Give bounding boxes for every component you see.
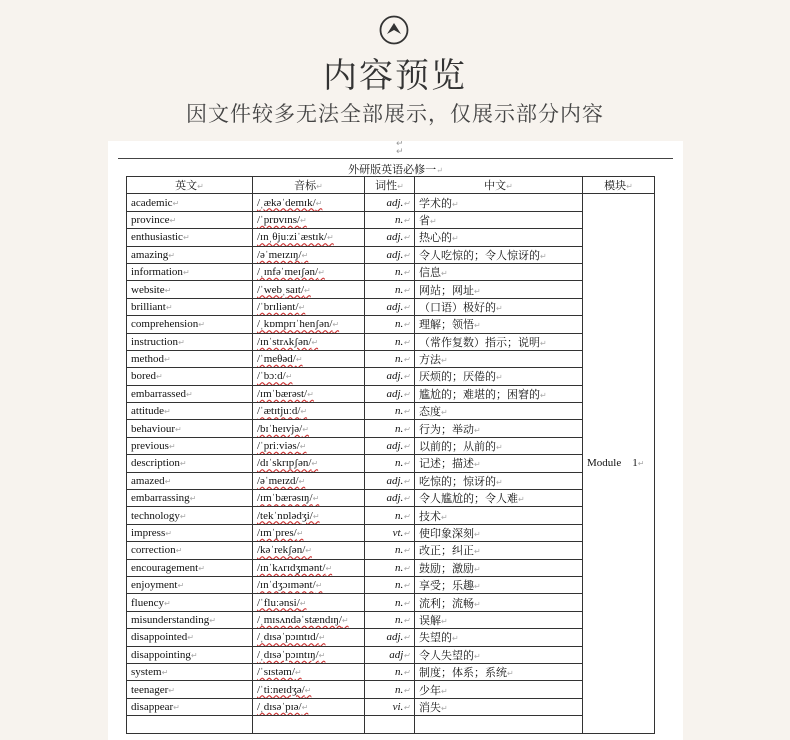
meaning-cell: 网站；网址↵ bbox=[415, 281, 583, 298]
pos-cell: n.↵ bbox=[365, 420, 415, 437]
table-row bbox=[127, 629, 655, 646]
pos-cell: n.↵ bbox=[365, 663, 415, 680]
table-row bbox=[127, 333, 655, 350]
meaning-cell: 学术的↵ bbox=[415, 194, 583, 211]
table-row bbox=[127, 211, 655, 228]
word-cell: amazing↵ bbox=[127, 246, 253, 263]
paragraph-mark-icon: ↵ bbox=[396, 141, 404, 149]
phonetic-cell: /tekˈnɒlədʒi/↵ bbox=[253, 507, 365, 524]
phonetic-cell: /ɪmˈpres/↵ bbox=[253, 524, 365, 541]
meaning-cell: （常作复数）指示；说明↵ bbox=[415, 333, 583, 350]
table-row bbox=[127, 559, 655, 576]
table-header-row bbox=[127, 177, 655, 194]
table-row bbox=[127, 681, 655, 698]
word-cell: province↵ bbox=[127, 211, 253, 228]
phonetic-cell: /kəˈrekʃən/↵ bbox=[253, 542, 365, 559]
pos-cell: n.↵ bbox=[365, 576, 415, 593]
phonetic-cell: /ˈfluːənsi/↵ bbox=[253, 594, 365, 611]
phonetic-cell: /əˈmeɪzɪŋ/↵ bbox=[253, 246, 365, 263]
column-header-chinese: 中文↵ bbox=[415, 177, 583, 194]
table-row bbox=[127, 576, 655, 593]
empty-cell bbox=[415, 716, 583, 733]
meaning-cell: 消失↵ bbox=[415, 698, 583, 715]
phonetic-cell: /ˈsɪstəm/↵ bbox=[253, 663, 365, 680]
empty-cell bbox=[127, 716, 253, 733]
table-row bbox=[127, 229, 655, 246]
meaning-cell: 流利；流畅↵ bbox=[415, 594, 583, 611]
word-cell: embarrassed↵ bbox=[127, 385, 253, 402]
pos-cell: n.↵ bbox=[365, 507, 415, 524]
table-row bbox=[127, 455, 655, 472]
pos-cell: n.↵ bbox=[365, 333, 415, 350]
meaning-cell: 令人尴尬的；令人难↵ bbox=[415, 490, 583, 507]
pos-cell: adj.↵ bbox=[365, 490, 415, 507]
column-header-phonetic: 音标↵ bbox=[253, 177, 365, 194]
phonetic-cell: /ɪnˈkʌrɪdʒmənt/↵ bbox=[253, 559, 365, 576]
meaning-cell: 态度↵ bbox=[415, 403, 583, 420]
column-header-english: 英文↵ bbox=[127, 177, 253, 194]
word-cell: brilliant↵ bbox=[127, 298, 253, 315]
word-cell: instruction↵ bbox=[127, 333, 253, 350]
meaning-cell: 改正；纠正↵ bbox=[415, 542, 583, 559]
word-cell: description↵ bbox=[127, 455, 253, 472]
meaning-cell: 吃惊的；惊讶的↵ bbox=[415, 472, 583, 489]
meaning-cell: 使印象深刻↵ bbox=[415, 524, 583, 541]
table-row bbox=[127, 437, 655, 454]
pos-cell: n.↵ bbox=[365, 542, 415, 559]
pos-cell: n.↵ bbox=[365, 263, 415, 280]
meaning-cell: 省↵ bbox=[415, 211, 583, 228]
word-cell: disappear↵ bbox=[127, 698, 253, 715]
meaning-cell: 令人失望的↵ bbox=[415, 646, 583, 663]
pos-cell: vi.↵ bbox=[365, 698, 415, 715]
phonetic-cell: /ˌdɪsəˈpɔɪntɪŋ/↵ bbox=[253, 646, 365, 663]
chevron-up-circle-icon bbox=[379, 15, 409, 45]
table-row bbox=[127, 385, 655, 402]
column-header-pos: 词性↵ bbox=[365, 177, 415, 194]
phonetic-cell: /ˌɪnfəˈmeɪʃən/↵ bbox=[253, 263, 365, 280]
table-row bbox=[127, 316, 655, 333]
pos-cell: n.↵ bbox=[365, 594, 415, 611]
word-cell: website↵ bbox=[127, 281, 253, 298]
word-cell: misunderstanding↵ bbox=[127, 611, 253, 628]
pos-cell: adj.↵ bbox=[365, 194, 415, 211]
meaning-cell: 方法↵ bbox=[415, 350, 583, 367]
phonetic-cell: /dɪˈskrɪpʃən/↵ bbox=[253, 455, 365, 472]
table-row bbox=[127, 420, 655, 437]
word-cell: correction↵ bbox=[127, 542, 253, 559]
pos-cell: adj.↵ bbox=[365, 246, 415, 263]
meaning-cell: 以前的；从前的↵ bbox=[415, 437, 583, 454]
table-row bbox=[127, 403, 655, 420]
table-row bbox=[127, 281, 655, 298]
meaning-cell: 技术↵ bbox=[415, 507, 583, 524]
word-cell: impress↵ bbox=[127, 524, 253, 541]
word-cell: bored↵ bbox=[127, 368, 253, 385]
phonetic-cell: /ˈpriːviəs/↵ bbox=[253, 437, 365, 454]
word-cell: amazed↵ bbox=[127, 472, 253, 489]
table-row bbox=[127, 246, 655, 263]
word-cell: academic↵ bbox=[127, 194, 253, 211]
pos-cell: n.↵ bbox=[365, 403, 415, 420]
phonetic-cell: /ˈætɪtjuːd/↵ bbox=[253, 403, 365, 420]
table-row bbox=[127, 524, 655, 541]
meaning-cell: 失望的↵ bbox=[415, 629, 583, 646]
word-cell: embarrassing↵ bbox=[127, 490, 253, 507]
table-row bbox=[127, 490, 655, 507]
word-cell: comprehension↵ bbox=[127, 316, 253, 333]
empty-cell bbox=[253, 716, 365, 733]
word-cell: encouragement↵ bbox=[127, 559, 253, 576]
phonetic-cell: /ɪnˌθjuːziˈæstɪk/↵ bbox=[253, 229, 365, 246]
document-title: 外研版英语必修一↵ bbox=[348, 163, 443, 176]
word-cell: enthusiastic↵ bbox=[127, 229, 253, 246]
pos-cell: n.↵ bbox=[365, 316, 415, 333]
page-subtitle: 因文件较多无法全部展示，仅展示部分内容 bbox=[186, 102, 604, 126]
phonetic-cell: /ɪmˈbærəsɪŋ/↵ bbox=[253, 490, 365, 507]
word-cell: attitude↵ bbox=[127, 403, 253, 420]
meaning-cell: 误解↵ bbox=[415, 611, 583, 628]
word-cell: previous↵ bbox=[127, 437, 253, 454]
phonetic-cell: /ˌmɪsʌndəˈstændɪŋ/↵ bbox=[253, 611, 365, 628]
pos-cell: n.↵ bbox=[365, 455, 415, 472]
phonetic-cell: /ˈbɔːd/↵ bbox=[253, 368, 365, 385]
pos-cell: n.↵ bbox=[365, 681, 415, 698]
word-cell: technology↵ bbox=[127, 507, 253, 524]
pos-cell: adj.↵ bbox=[365, 298, 415, 315]
pos-cell: n.↵ bbox=[365, 211, 415, 228]
document-preview bbox=[108, 141, 683, 740]
page-title: 内容预览 bbox=[323, 56, 467, 96]
phonetic-cell: /əˈmeɪzd/↵ bbox=[253, 472, 365, 489]
meaning-cell: 信息↵ bbox=[415, 263, 583, 280]
table-row bbox=[127, 194, 655, 211]
table-row bbox=[127, 263, 655, 280]
phonetic-cell: /ˌækəˈdemɪk/↵ bbox=[253, 194, 365, 211]
table-row bbox=[127, 611, 655, 628]
meaning-cell: 热心的↵ bbox=[415, 229, 583, 246]
meaning-cell: （口语）极好的↵ bbox=[415, 298, 583, 315]
pos-cell: n.↵ bbox=[365, 611, 415, 628]
phonetic-cell: /ˌkɒmprɪˈhenʃən/↵ bbox=[253, 316, 365, 333]
meaning-cell: 记述；描述↵ bbox=[415, 455, 583, 472]
word-cell: method↵ bbox=[127, 350, 253, 367]
table-row bbox=[127, 507, 655, 524]
meaning-cell: 令人吃惊的；令人惊讶的↵ bbox=[415, 246, 583, 263]
pos-cell: adj.↵ bbox=[365, 472, 415, 489]
pos-cell: n.↵ bbox=[365, 281, 415, 298]
pos-cell: adj.↵ bbox=[365, 368, 415, 385]
pos-cell: n.↵ bbox=[365, 559, 415, 576]
table-row bbox=[127, 368, 655, 385]
module-cell: Module 1↵ bbox=[583, 194, 655, 733]
word-cell: behaviour↵ bbox=[127, 420, 253, 437]
phonetic-cell: /bɪˈheɪvjə/↵ bbox=[253, 420, 365, 437]
meaning-cell: 制度；体系；系统↵ bbox=[415, 663, 583, 680]
meaning-cell: 行为；举动↵ bbox=[415, 420, 583, 437]
pos-cell: adj↵ bbox=[365, 646, 415, 663]
table-row bbox=[127, 698, 655, 715]
table-row bbox=[127, 472, 655, 489]
vocabulary-table bbox=[126, 176, 655, 734]
pos-cell: adj.↵ bbox=[365, 437, 415, 454]
table-row bbox=[127, 646, 655, 663]
vocabulary-body bbox=[127, 194, 655, 733]
meaning-cell: 厌烦的；厌倦的↵ bbox=[415, 368, 583, 385]
word-cell: system↵ bbox=[127, 663, 253, 680]
word-cell: enjoyment↵ bbox=[127, 576, 253, 593]
word-cell: disappointed↵ bbox=[127, 629, 253, 646]
phonetic-cell: /ɪnˈdʒɔɪmənt/↵ bbox=[253, 576, 365, 593]
phonetic-cell: /ɪmˈbærəst/↵ bbox=[253, 385, 365, 402]
meaning-cell: 理解；领悟↵ bbox=[415, 316, 583, 333]
table-row bbox=[127, 594, 655, 611]
word-cell: information↵ bbox=[127, 263, 253, 280]
word-cell: disappointing↵ bbox=[127, 646, 253, 663]
word-cell: teenager↵ bbox=[127, 681, 253, 698]
phonetic-cell: /ˌdɪsəˈpɔɪntɪd/↵ bbox=[253, 629, 365, 646]
phonetic-cell: /ˈmeθəd/↵ bbox=[253, 350, 365, 367]
empty-cell bbox=[365, 716, 415, 733]
phonetic-cell: /ˈtiːneɪdʒə/↵ bbox=[253, 681, 365, 698]
phonetic-cell: /ˈwebˌsaɪt/↵ bbox=[253, 281, 365, 298]
meaning-cell: 尴尬的；难堪的；困窘的↵ bbox=[415, 385, 583, 402]
meaning-cell: 鼓励；激励↵ bbox=[415, 559, 583, 576]
header-rule bbox=[118, 158, 673, 159]
phonetic-cell: /ˈprɒvɪns/↵ bbox=[253, 211, 365, 228]
table-row bbox=[127, 716, 655, 733]
meaning-cell: 少年↵ bbox=[415, 681, 583, 698]
pos-cell: vt.↵ bbox=[365, 524, 415, 541]
word-cell: fluency↵ bbox=[127, 594, 253, 611]
pos-cell: adj.↵ bbox=[365, 629, 415, 646]
table-row bbox=[127, 542, 655, 559]
paragraph-mark-icon: ↵ bbox=[396, 147, 404, 157]
pos-cell: adj.↵ bbox=[365, 229, 415, 246]
table-row bbox=[127, 350, 655, 367]
pos-cell: n.↵ bbox=[365, 350, 415, 367]
meaning-cell: 享受；乐趣↵ bbox=[415, 576, 583, 593]
pos-cell: adj.↵ bbox=[365, 385, 415, 402]
phonetic-cell: /ˈbrɪliənt/↵ bbox=[253, 298, 365, 315]
column-header-module: 模块↵ bbox=[583, 177, 655, 194]
table-row bbox=[127, 663, 655, 680]
table-row bbox=[127, 298, 655, 315]
phonetic-cell: /ɪnˈstrʌkʃən/↵ bbox=[253, 333, 365, 350]
phonetic-cell: /ˌdɪsəˈpɪə/↵ bbox=[253, 698, 365, 715]
